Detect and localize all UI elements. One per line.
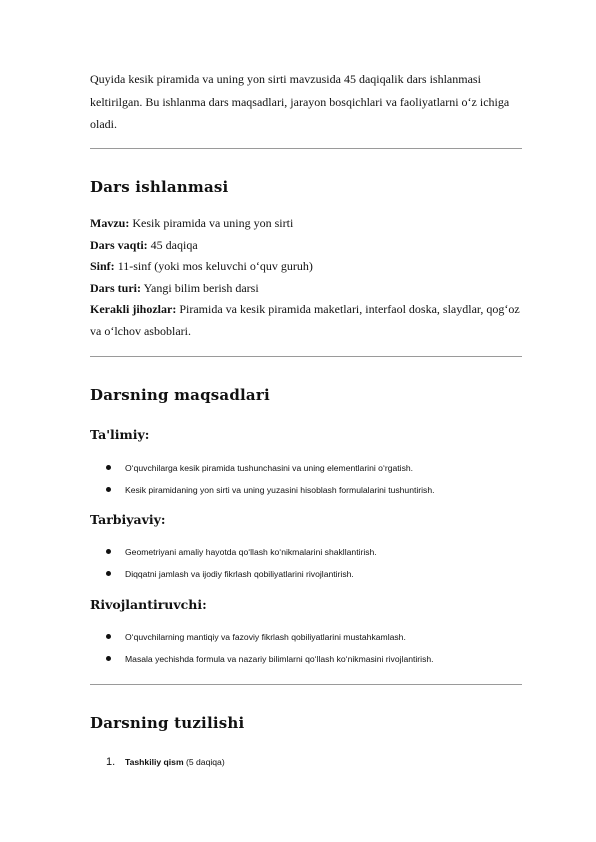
meta-value: Kesik piramida va uning yon sirti	[132, 216, 294, 230]
intro-paragraph: Quyida kesik piramida va uning yon sirti mavzusida 45 daqiqalik dars ishlanmasi keltirilgan. Bu ishlanma dars maqsadlari, jarayon bosqichlari va faoliyatlarni o‘z ichiga oladi.	[90, 72, 510, 131]
meta-duration	[90, 235, 522, 257]
bullet-icon	[106, 465, 111, 470]
bullet-icon	[106, 571, 111, 576]
goals-heading: Darsning maqsadlari	[90, 386, 270, 404]
list-item-text: Geometriyani amaliy hayotda qo‘llash ko‘nikmalarini shakllantirish.	[125, 547, 377, 557]
meta-value: 45 daqiqa	[150, 237, 198, 252]
meta-label: Sinf:	[90, 259, 115, 273]
bullet-icon	[106, 487, 111, 492]
list-item	[90, 483, 522, 505]
meta-lesson-type	[90, 278, 522, 300]
meta-grade	[90, 256, 522, 278]
list-item-text: Masala yechishda formula va nazariy bilimlarni qo‘llash ko‘nikmasini rivojlantirish.	[125, 654, 434, 664]
meta-value: 11-sinf (yoki mos keluvchi o‘quv guruh)	[117, 259, 313, 273]
list-item-text: O‘quvchilarga kesik piramida tushunchasini va uning elementlarini o‘rgatish.	[125, 463, 414, 473]
section-divider	[90, 148, 522, 149]
list-item-text: O‘quvchilarning mantiqiy va fazoviy fikrlash qobiliyatlarini mustahkamlash.	[125, 632, 406, 642]
meta-label: Dars vaqti:	[90, 237, 148, 252]
structure-steps	[90, 755, 225, 769]
list-item-text: Diqqatni jamlash va ijodiy fikrlash qobiliyatlarini rivojlantirish.	[125, 569, 354, 579]
list-item	[90, 652, 522, 674]
step-number: 1.	[106, 756, 116, 768]
list-item	[90, 461, 522, 483]
list-item-text: Kesik piramidaning yon sirti va uning yuzasini hisoblash formulalarini tushuntirish.	[125, 485, 435, 495]
list-item	[90, 567, 522, 589]
meta-value: Piramida va kesik piramida maketlari, interfaol doska, slaydlar, qog‘oz va o‘lchov asboblari.	[90, 302, 520, 338]
meta-label: Mavzu:	[90, 216, 130, 230]
goal-group-title: Tarbiyaviy:	[90, 512, 166, 527]
list-item	[90, 545, 522, 567]
goal-list-educational	[90, 461, 522, 505]
bullet-icon	[106, 656, 111, 661]
step-title: Tashkiliy qism	[125, 757, 184, 767]
section-divider	[90, 684, 522, 685]
meta-equipment	[90, 299, 522, 342]
bullet-icon	[106, 549, 111, 554]
bullet-icon	[106, 634, 111, 639]
meta-label: Dars turi:	[90, 280, 141, 295]
structure-heading: Darsning tuzilishi	[90, 714, 245, 732]
step-duration: (5 daqiqa)	[185, 757, 225, 767]
lesson-plan-heading: Dars ishlanmasi	[90, 178, 229, 196]
meta-topic	[90, 213, 522, 235]
goal-group-title: Rivojlantiruvchi:	[90, 597, 207, 612]
list-item	[90, 630, 522, 652]
section-divider	[90, 356, 522, 357]
meta-label: Kerakli jihozlar:	[90, 302, 177, 316]
list-item	[90, 755, 225, 769]
goal-list-developmental	[90, 630, 522, 674]
lesson-meta	[90, 213, 522, 342]
goal-list-upbringing	[90, 545, 522, 589]
meta-value: Yangi bilim berish darsi	[143, 280, 259, 295]
goal-group-title: Ta'limiy:	[90, 427, 150, 442]
